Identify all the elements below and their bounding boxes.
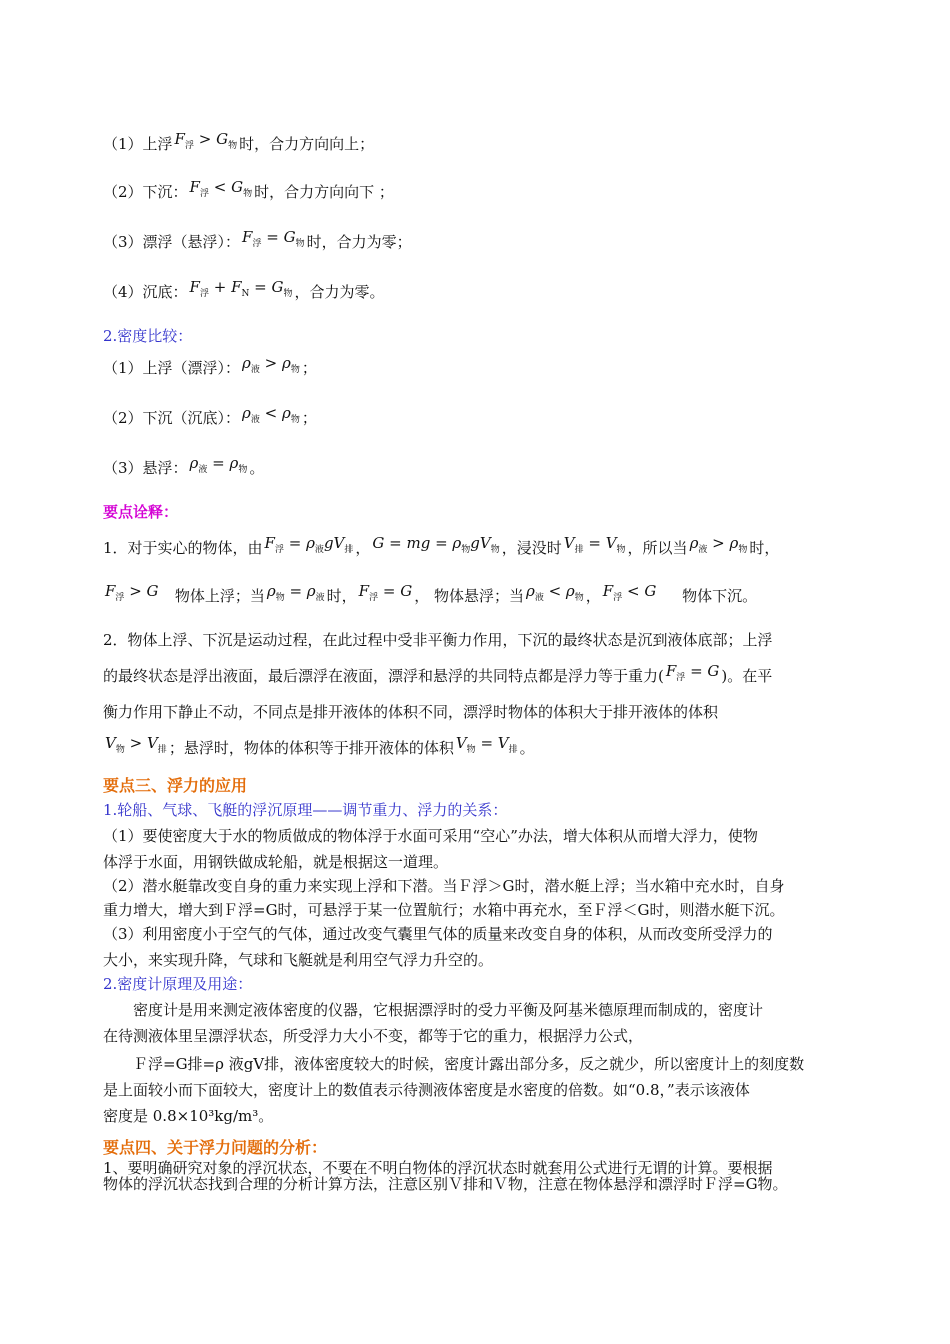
formula: $\rho_液 > \rho_物$ [242,354,300,375]
text: 1．对于实心的物体，由 [103,539,263,557]
sink-float-item-3 [103,228,412,259]
formula: $F_浮 = G_物$ [242,228,305,249]
density-item-3 [103,454,265,485]
formula: $F_浮 < G_物$ [189,178,253,199]
item-label: （2）下沉： [103,183,188,201]
notes-heading: 要点诠释： [103,503,179,521]
density-meter-line: 是上面较小而下面较大，密度计上的数值表示待测液体密度是水密度的倍数。如“0.8，”表示该液体 [103,1081,750,1099]
section-3-line: 体浮于水面，用钢铁做成轮船，就是根据这一道理。 [103,853,449,871]
section-4-line: 1、要明确研究对象的浮沉状态，不要在不明白物体的浮沉状态时就套用公式进行无谓的计算。要根据 [103,1159,773,1177]
text: ， [585,587,601,605]
formula: $\rho_液 > \rho_物$ [689,534,748,555]
text: ， [355,539,371,557]
section-3-line: （3）利用密度小于空气的气体，通过改变气囊里气体的质量来改变自身的体积，从而改变所受浮力的 [103,925,773,943]
formula: $F_浮 < G$ [602,582,657,603]
section-3-heading: 要点三、浮力的应用 [103,776,248,795]
section-4-line: 物体的浮沉状态找到合理的分析计算方法，注意区别Ｖ排和Ｖ物，注意在物体悬浮和漂浮时Ｆ浮=G物。 [103,1175,788,1193]
item-tail: 。 [249,459,265,477]
formula: $\rho_液 < \rho_物$ [242,404,300,425]
text: 。 [519,739,535,757]
notes-para-2-line-2 [103,662,773,693]
section-3-line: （1）要使密度大于水的物质做成的物体浮于水面可采用“空心”办法，增大体积从而增大浮力，使物 [103,827,758,845]
density-meter-line: 在待测液体里呈漂浮状态，所受浮力大小不变，都等于它的重力，根据浮力公式， [103,1027,644,1045]
item-label: （1）上浮 [103,135,173,153]
formula: $F_浮 = \rho_液gV_排$ [264,534,354,555]
section-3-line: 大小，来实现升降，气球和飞艇就是利用空气浮力升空的。 [103,951,494,969]
text: ，浸没时 [501,539,562,557]
density-item-1 [103,354,317,385]
sink-float-item-2 [103,178,394,209]
section-3-line: 重力增大，增大到Ｆ浮=G时，可悬浮于某一位置航行；水箱中再充水，至Ｆ浮＜G时，则潜水艇下沉。 [103,901,785,919]
notes-para-2-line-3: 衡力作用下静止不动，不同点是排开液体的体积不同，漂浮时物体的体积大于排开液体的体积 [103,703,719,721]
text: 时， [749,539,780,557]
text: 物体下沉。 [682,587,758,605]
formula: $F_浮 = G$ [358,582,413,603]
item-tail: 时，合力方向向下 ； [254,183,394,201]
item-label: （4）沉底： [103,283,188,301]
density-item-2 [103,404,317,435]
text: ；悬浮时，物体的体积等于排开液体的体积 [168,739,454,757]
text: ， 物体悬浮；当 [414,587,524,605]
text: 物体上浮；当 [174,587,265,605]
item-tail: ； [301,359,317,377]
formula: $F_浮 > G$ [105,582,159,603]
section-3-subheading-1: 1.轮船、气球、飞艇的浮沉原理——调节重力、浮力的关系： [103,801,508,819]
text: 时， [326,587,357,605]
notes-para-1-line-2 [103,582,758,613]
item-label: （3）悬浮： [103,459,188,477]
formula: $F_浮 = G$ [665,662,720,683]
item-label: （1）上浮（漂浮）： [103,359,241,377]
formula: $\rho_液 < \rho_物$ [525,582,584,603]
item-label: （3）漂浮（悬浮）： [103,233,241,251]
item-tail: 时，合力方向向上； [239,135,375,153]
density-meter-line: 密度计是用来测定液体密度的仪器，它根据漂浮时的受力平衡及阿基米德原理而制成的，密度计 [133,1001,764,1019]
formula: $F_浮 > G_物$ [174,130,238,151]
notes-para-2-line-4 [103,734,535,765]
formula: $V_物 > V_排$ [105,734,167,755]
formula: G = mg = $\rho_物gV_物$ [372,534,500,555]
item-tail: ； [301,409,317,427]
section-3-subheading-2: 2.密度计原理及用途： [103,975,253,993]
item-label: （2）下沉（沉底）： [103,409,241,427]
item-tail: 时，合力为零； [306,233,412,251]
text: ，所以当 [627,539,688,557]
formula: $F_浮 + F_N = G_物$ [189,278,293,299]
notes-para-1-line-1 [103,534,780,565]
formula: $V_物 = V_排$ [455,734,518,755]
sink-float-item-1 [103,130,375,161]
section-4-heading: 要点四、关于浮力问题的分析： [103,1138,328,1157]
section-3-line: （2）潜水艇靠改变自身的重力来实现上浮和下潜。当Ｆ浮＞G时，潜水艇上浮；当水箱中充水时，自身 [103,877,785,895]
sink-float-item-4 [103,278,385,309]
text: )。在平 [721,667,773,685]
density-heading: 2.密度比较： [103,327,193,345]
density-meter-line: Ｆ浮=G排=ρ 液gV排，液体密度较大的时候，密度计露出部分多，反之就少，所以密度计上的刻度数 [133,1055,805,1073]
text: 的最终状态是浮出液面，最后漂浮在液面，漂浮和悬浮的共同特点都是浮力等于重力( [103,667,664,685]
formula: $V_排 = V_物$ [563,534,626,555]
notes-para-2-line-1: 2．物体上浮、下沉是运动过程，在此过程中受非平衡力作用，下沉的最终状态是沉到液体底部；上浮 [103,631,773,649]
density-meter-line: 密度是 0.8×10³kg/m³。 [103,1107,274,1125]
item-tail: ，合力为零。 [294,283,385,301]
formula: $\rho_物 = \rho_液$ [266,582,325,603]
formula: $\rho_液 = \rho_物$ [189,454,248,475]
